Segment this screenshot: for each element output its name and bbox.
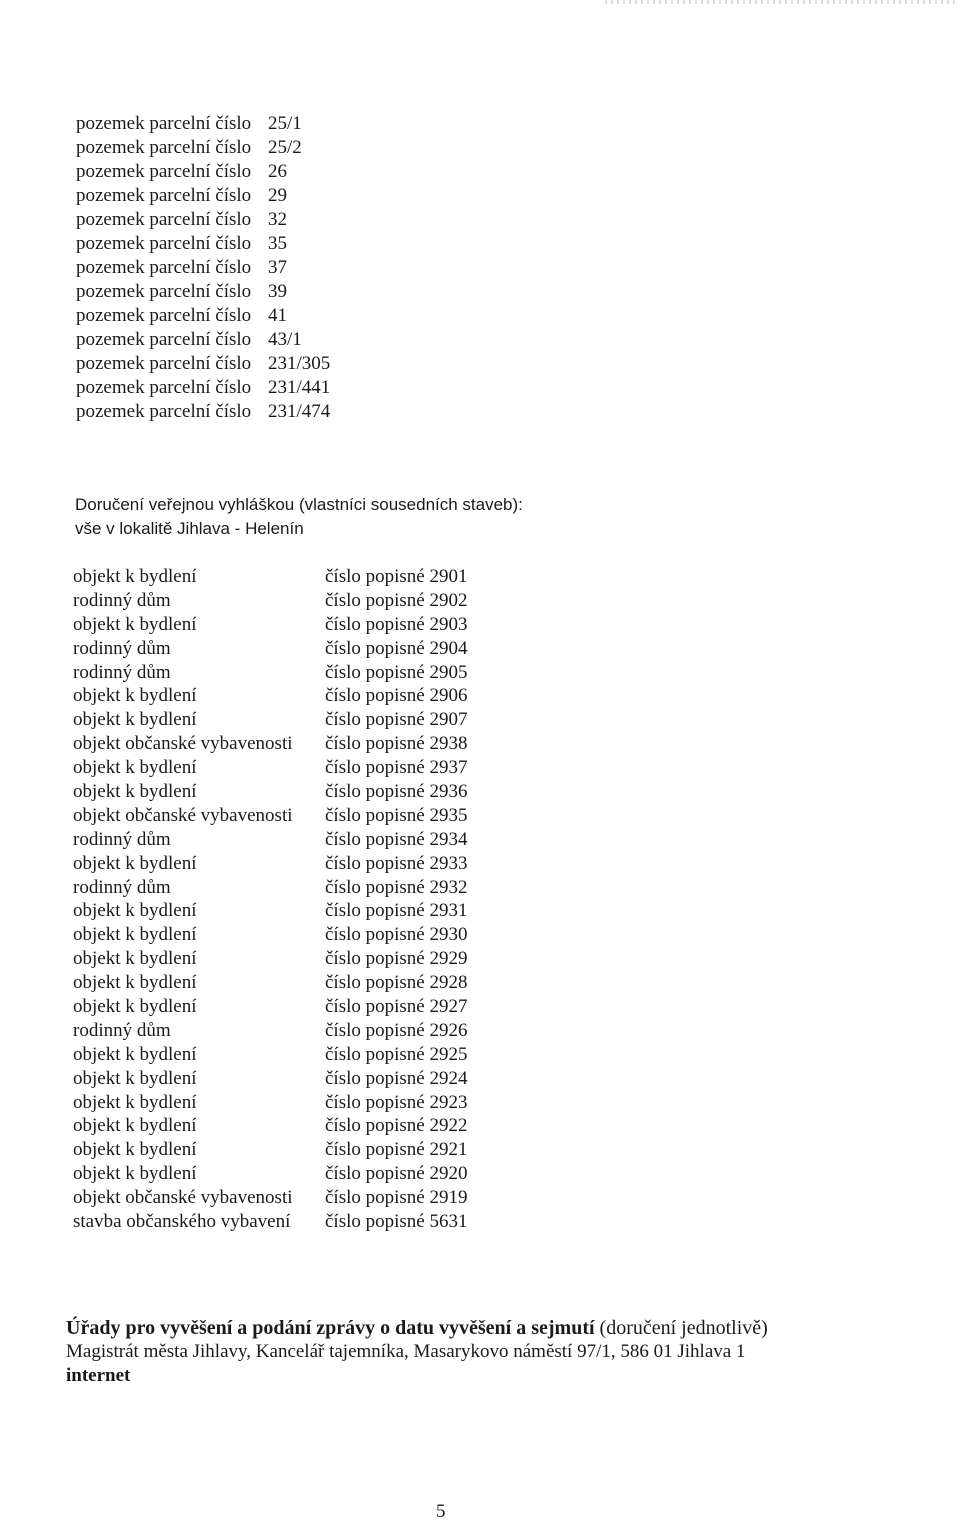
parcel-label: pozemek parcelní číslo <box>76 305 252 326</box>
building-house-number: číslo popisné 2934 <box>325 828 468 850</box>
offices-heading-bold: Úřady pro vyvěšení a podání zprávy o datu vyvěšení a sejmutí <box>66 1317 595 1339</box>
building-house-number: číslo popisné 2925 <box>325 1043 468 1065</box>
parcel-number: 26 <box>268 161 287 182</box>
parcel-row <box>76 352 388 376</box>
building-type: rodinný dům <box>73 876 171 898</box>
parcel-number: 35 <box>268 233 287 254</box>
building-house-number: číslo popisné 2924 <box>325 1067 468 1089</box>
parcel-number: 37 <box>268 257 287 278</box>
building-house-number: číslo popisné 5631 <box>325 1211 468 1233</box>
building-house-number: číslo popisné 2936 <box>325 781 468 803</box>
building-house-number: číslo popisné 2922 <box>325 1115 468 1137</box>
parcel-label: pozemek parcelní číslo <box>76 353 252 374</box>
building-row <box>73 947 468 971</box>
parcel-label: pozemek parcelní číslo <box>76 161 252 182</box>
building-house-number: číslo popisné 2920 <box>325 1163 468 1185</box>
offices-section <box>66 1316 768 1388</box>
building-type: objekt k bydlení <box>73 757 197 779</box>
parcel-number: 231/305 <box>268 353 331 374</box>
parcel-label: pozemek parcelní číslo <box>76 209 252 230</box>
building-type: objekt k bydlení <box>73 1115 197 1137</box>
building-type: objekt k bydlení <box>73 613 197 635</box>
parcel-number: 25/1 <box>268 113 302 134</box>
parcel-row <box>76 232 388 256</box>
building-row <box>73 613 468 637</box>
building-row <box>73 1162 468 1186</box>
parcel-row <box>76 184 388 208</box>
building-house-number: číslo popisné 2932 <box>325 876 468 898</box>
office-address: Magistrát města Jihlavy, Kancelář tajemníka, Masarykovo náměstí 97/1, 586 01 Jihlava 1 <box>66 1341 746 1362</box>
parcel-label: pozemek parcelní číslo <box>76 281 252 302</box>
building-row <box>73 732 468 756</box>
building-row <box>73 756 468 780</box>
building-type: objekt k bydlení <box>73 972 197 994</box>
parcel-number: 32 <box>268 209 287 230</box>
building-row <box>73 804 468 828</box>
parcel-label: pozemek parcelní číslo <box>76 185 252 206</box>
building-type: rodinný dům <box>73 828 171 850</box>
building-house-number: číslo popisné 2927 <box>325 996 468 1018</box>
building-type: rodinný dům <box>73 661 171 683</box>
delivery-notice <box>75 493 523 541</box>
building-type: objekt k bydlení <box>73 685 197 707</box>
building-type: objekt občanské vybavenosti <box>73 1187 293 1209</box>
building-row <box>73 684 468 708</box>
building-type: objekt k bydlení <box>73 1043 197 1065</box>
parcel-row <box>76 328 388 352</box>
parcel-row <box>76 280 388 304</box>
parcel-label: pozemek parcelní číslo <box>76 113 252 134</box>
building-type: rodinný dům <box>73 637 171 659</box>
building-type: objekt k bydlení <box>73 948 197 970</box>
building-row <box>73 1114 468 1138</box>
building-list <box>73 565 468 1234</box>
building-house-number: číslo popisné 2904 <box>325 637 468 659</box>
building-house-number: číslo popisné 2935 <box>325 804 468 826</box>
delivery-notice-location: vše v lokalitě Jihlava - Helenín <box>75 519 304 538</box>
parcel-row <box>76 400 388 424</box>
parcel-number: 39 <box>268 281 287 302</box>
building-type: objekt k bydlení <box>73 1139 197 1161</box>
building-house-number: číslo popisné 2937 <box>325 757 468 779</box>
building-row <box>73 1091 468 1115</box>
building-type: objekt k bydlení <box>73 1163 197 1185</box>
building-house-number: číslo popisné 2903 <box>325 613 468 635</box>
building-house-number: číslo popisné 2933 <box>325 852 468 874</box>
building-type: objekt k bydlení <box>73 1091 197 1113</box>
parcel-label: pozemek parcelní číslo <box>76 329 252 350</box>
building-house-number: číslo popisné 2919 <box>325 1187 468 1209</box>
office-internet: internet <box>66 1365 131 1386</box>
building-house-number: číslo popisné 2928 <box>325 972 468 994</box>
building-row <box>73 1138 468 1162</box>
parcel-row <box>76 256 388 280</box>
building-type: objekt občanské vybavenosti <box>73 733 293 755</box>
building-row <box>73 828 468 852</box>
building-type: objekt k bydlení <box>73 781 197 803</box>
building-row <box>73 1043 468 1067</box>
parcel-number: 25/2 <box>268 137 302 158</box>
building-type: objekt k bydlení <box>73 924 197 946</box>
building-row <box>73 637 468 661</box>
building-house-number: číslo popisné 2931 <box>325 900 468 922</box>
building-house-number: číslo popisné 2930 <box>325 924 468 946</box>
building-row <box>73 876 468 900</box>
building-house-number: číslo popisné 2929 <box>325 948 468 970</box>
parcel-number: 43/1 <box>268 329 302 350</box>
parcel-list <box>76 112 388 424</box>
building-type: objekt k bydlení <box>73 566 197 587</box>
parcel-row <box>76 208 388 232</box>
building-house-number: číslo popisné 2901 <box>325 566 468 587</box>
building-row <box>73 708 468 732</box>
building-type: objekt k bydlení <box>73 996 197 1018</box>
parcel-number: 231/441 <box>268 377 331 398</box>
parcel-row <box>76 376 388 400</box>
parcel-row <box>76 136 388 160</box>
building-type: objekt k bydlení <box>73 900 197 922</box>
building-house-number: číslo popisné 2926 <box>325 1019 468 1041</box>
parcel-row <box>76 304 388 328</box>
building-row <box>73 852 468 876</box>
building-house-number: číslo popisné 2906 <box>325 685 468 707</box>
building-row <box>73 1067 468 1091</box>
offices-heading-normal: (doručení jednotlivě) <box>594 1317 768 1339</box>
scan-artifact <box>605 0 955 4</box>
building-row <box>73 565 468 589</box>
parcel-label: pozemek parcelní číslo <box>76 257 252 278</box>
parcel-label: pozemek parcelní číslo <box>76 137 252 158</box>
parcel-number: 231/474 <box>268 401 331 422</box>
building-type: rodinný dům <box>73 1019 171 1041</box>
building-row <box>73 923 468 947</box>
parcel-number: 41 <box>268 305 287 326</box>
building-type: objekt občanské vybavenosti <box>73 804 293 826</box>
page-number: 5 <box>436 1501 446 1522</box>
building-house-number: číslo popisné 2902 <box>325 589 468 611</box>
building-row <box>73 1210 468 1234</box>
building-house-number: číslo popisné 2923 <box>325 1091 468 1113</box>
building-type: objekt k bydlení <box>73 1067 197 1089</box>
parcel-label: pozemek parcelní číslo <box>76 401 252 422</box>
building-row <box>73 589 468 613</box>
parcel-label: pozemek parcelní číslo <box>76 233 252 254</box>
building-row <box>73 780 468 804</box>
building-row <box>73 661 468 685</box>
parcel-number: 29 <box>268 185 287 206</box>
building-row <box>73 899 468 923</box>
delivery-notice-title: Doručení veřejnou vyhláškou (vlastníci sousedních staveb): <box>75 495 523 514</box>
building-house-number: číslo popisné 2907 <box>325 709 468 731</box>
building-row <box>73 1019 468 1043</box>
building-type: stavba občanského vybavení <box>73 1211 291 1233</box>
building-row <box>73 1186 468 1210</box>
building-house-number: číslo popisné 2938 <box>325 733 468 755</box>
building-house-number: číslo popisné 2921 <box>325 1139 468 1161</box>
parcel-row <box>76 112 388 136</box>
parcel-row <box>76 160 388 184</box>
building-type: objekt k bydlení <box>73 852 197 874</box>
building-house-number: číslo popisné 2905 <box>325 661 468 683</box>
offices-heading <box>66 1316 768 1340</box>
building-type: objekt k bydlení <box>73 709 197 731</box>
building-row <box>73 995 468 1019</box>
building-type: rodinný dům <box>73 589 171 611</box>
building-row <box>73 971 468 995</box>
parcel-label: pozemek parcelní číslo <box>76 377 252 398</box>
